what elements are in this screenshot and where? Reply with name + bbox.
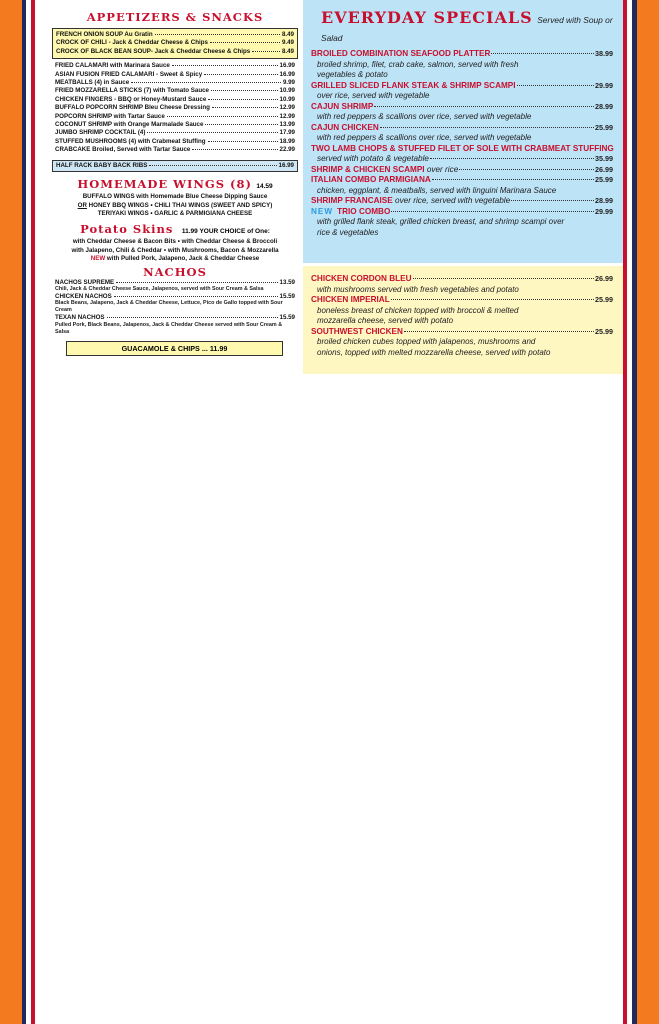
appetizer-list [52,62,298,154]
menu-row: ASIAN FUSION FRIED CALAMARI - Sweet & Spicy 16.99 [55,70,295,78]
menu-row: CROCK OF CHILI - Jack & Cheddar Cheese & Chips 9.49 [56,39,294,47]
menu-row: FRIED CALAMARI with Marinara Sauce 16.99 [55,62,295,70]
skins-header [52,220,298,238]
menu-row: CHICKEN NACHOS 15.59 [55,292,295,300]
item-description: with grilled flank steak, grilled chicken breast, and shrimp scampi over [317,217,565,226]
skins-line-1: with Cheddar Cheese & Bacon Bits • with Cheddar Cheese & Broccoli [72,238,278,246]
item-description: Chili, Jack & Cheddar Cheese Sauce, Jalapenos, served with Sour Cream & Salsa [55,285,264,292]
special-row: ITALIAN COMBO PARMIGIANA 25.99 [311,175,613,184]
wings-header [52,175,298,193]
specials-yellow-panel [303,266,623,374]
menu-row: FRIED MOZZARELLA STICKS (7) with Tomato Sauce 10.99 [55,87,295,95]
skins-line-2: with Jalapeno, Chili & Cheddar • with Mushrooms, Bacon & Mozzarella [71,246,279,254]
special-row-continued: served with potato & vegetable 35.99 [317,154,613,163]
special-row: SOUTHWEST CHICKEN 25.99 [311,326,613,336]
new-badge: NEW [90,255,106,263]
item-description: Pulled Pork, Black Beans, Jalapenos, Jack & Cheddar Cheese served with Sour Cream & Salsa [55,321,283,335]
special-row: CHICKEN CORDON BLEU 26.99 [311,274,613,283]
special-row: GRILLED SLICED FLANK STEAK & SHRIMP SCAMPI 29.99 [311,80,613,90]
orange-border-left [0,0,22,1024]
special-row: TWO LAMB CHOPS & STUFFED FILET OF SOLE WITH CRABMEAT STUFFING [311,143,614,153]
white-stripe-left-2 [35,0,40,1024]
menu-row: JUMBO SHRIMP COCKTAIL (4) 17.99 [55,129,295,137]
new-badge: NEW [311,206,334,216]
soup-box [52,28,298,59]
item-description: with red peppers & scallions over rice, served with vegetable [317,112,532,121]
guacamole-box: GUACAMOLE & CHIPS ... 11.99 [66,341,283,356]
special-row: SHRIMP FRANCAISE over rice, served with vegetable 28.99 [311,196,613,205]
specials-header [321,8,613,46]
menu-row: TEXAN NACHOS 15.59 [55,314,295,322]
item-description: mozzarella cheese, served with potato [317,316,454,325]
specials-title: EVERYDAY SPECIALS [321,8,533,27]
menu-row: STUFFED MUSHROOMS (4) with Crabmeat Stuffing 18.99 [55,137,295,145]
wings-line-1: BUFFALO WINGS with Homemade Blue Cheese Dipping Sauce [82,193,268,201]
menu-row: POPCORN SHRIMP with Tartar Sauce 12.99 [55,112,295,120]
item-description: Black Beans, Jalapeno, Jack & Cheddar Cheese, Lettuce, Pico de Gallo topped with Sour Cream [55,300,283,314]
menu-row: FRENCH ONION SOUP Au Gratin 8.49 [56,31,294,38]
special-row: CHICKEN IMPERIAL 25.99 [311,295,613,304]
ribs-box [52,160,298,172]
appetizers-title: APPETIZERS & SNACKS [86,10,264,24]
special-row: CAJUN CHICKEN 25.99 [311,122,613,132]
skins-choice: 11.99 YOUR CHOICE of One: [181,228,270,236]
item-description: onions, topped with melted mozzarella cheese, served with potato [317,347,551,357]
skins-title: Potato Skins [80,222,174,237]
menu-row: CRABCAKE Broiled, Served with Tartar Sauce 22.99 [55,146,295,154]
menu-row: COCONUT SHRIMP with Orange Marmalade Sauce 13.99 [55,121,295,129]
specials-blue-panel [303,0,623,263]
item-description: rice & vegetables [317,227,379,237]
item-description: boneless breast of chicken topped with broccoli & melted [317,305,519,315]
orange-border-right [637,0,659,1024]
nachos-list [52,279,298,336]
item-description: with red peppers & scallions over rice, served with vegetable [317,133,532,142]
menu-row: CHICKEN FINGERS - BBQ or Honey-Mustard Sauce 10.99 [55,95,295,103]
nachos-title: NACHOS [143,264,207,279]
skins-line-3: NEW with Pulled Pork, Jalapeno, Jack & Cheddar Cheese [90,255,260,263]
item-description: broiled chicken cubes topped with jalapenos, mushrooms and [317,337,536,346]
menu-row: CROCK OF BLACK BEAN SOUP- Jack & Cheddar Cheese & Chips 8.49 [56,47,294,55]
menu-row: MEATBALLS (4) in Sauce 9.99 [55,79,295,87]
wings-line-2: OR HONEY BBQ WINGS • CHILI THAI WINGS (SWEET AND SPICY) [77,201,273,209]
left-column [52,10,298,356]
special-row: CAJUN SHRIMP 28.99 [311,101,613,111]
special-row: BROILED COMBINATION SEAFOOD PLATTER 38.99 [311,49,613,58]
item-description: vegetables & potato [317,70,388,79]
menu-row: NACHOS SUPREME 13.59 [55,278,295,286]
wings-price: 14.59 [256,183,273,191]
right-column [303,0,623,374]
special-row: SHRIMP & CHICKEN SCAMPI over rice 26.99 [311,164,613,174]
special-row: NEW TRIO COMBO 29.99 [311,206,613,216]
specials-subtitle: Served with Soup or Salad [321,15,613,43]
item-description: broiled shrimp, filet, crab cake, salmon, served with fresh [317,59,519,69]
navy-stripe-right [632,0,637,1024]
wings-line-3: TERIYAKI WINGS • GARLIC & PARMIGIANA CHEESE [97,209,253,217]
menu-row: BUFFALO POPCORN SHRIMP Bleu Cheese Dressing 12.99 [55,104,295,112]
item-description: over rice, served with vegetable [317,91,430,100]
item-description: chicken, eggplant, & meatballs, served with linguini Marinara Sauce [317,185,557,195]
menu-row: HALF RACK BABY BACK RIBS 16.99 [56,161,294,169]
item-description: with mushrooms served with fresh vegetables and potato [317,284,519,294]
wings-title: HOMEMADE WINGS (8) [77,177,252,192]
